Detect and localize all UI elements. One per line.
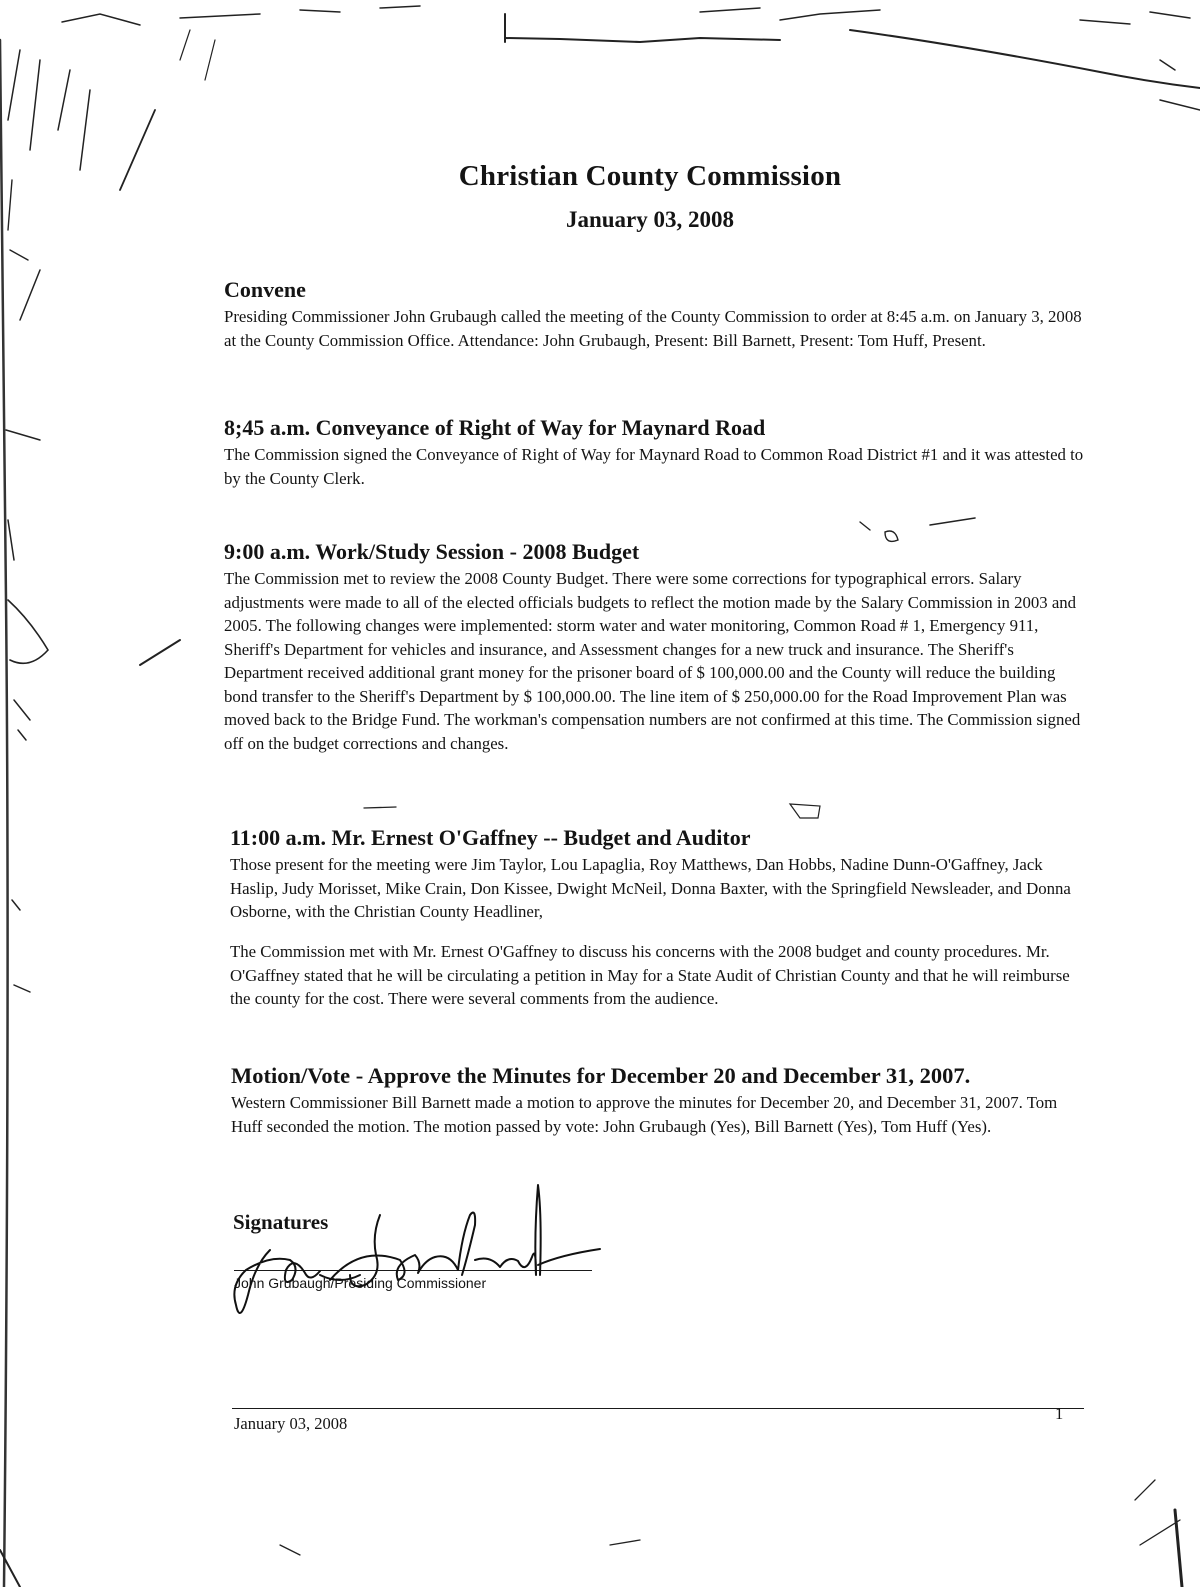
section-conveyance-right-of-way — [224, 415, 1084, 490]
section-paragraph: Those present for the meeting were Jim Taylor, Lou Lapaglia, Roy Matthews, Dan Hobbs, Nadine Dunn-O'Gaffney, Jack Haslip, Judy Morisset, Mike Crain, Don Kissee, Dwight McNeil, Donna Baxter, with the Springfield Newsleader, and Donna Osborne, with the Christian County Headliner, — [230, 855, 1071, 921]
handwritten-signature — [200, 1175, 620, 1345]
section-heading: Motion/Vote - Approve the Minutes for December 20 and December 31, 2007. — [231, 1063, 971, 1088]
document-date: January 03, 2008 — [565, 207, 735, 232]
footer-rule — [232, 1408, 1084, 1409]
section-convene — [224, 277, 1084, 352]
section-paragraph: The Commission signed the Conveyance of Right of Way for Maynard Road to Common Road District #1 and it was attested to by the County Clerk. — [224, 445, 1084, 488]
footer-date: January 03, 2008 — [234, 1414, 348, 1433]
signatures-heading: Signatures — [233, 1210, 329, 1234]
section-budget-and-auditor-continued — [230, 940, 1090, 1011]
section-paragraph: The Commission met to review the 2008 County Budget. There were some corrections for typographical errors. Salary adjustments were made to all of the elected officials budgets to reflect the motion made by the Salary Commission in 2003 and 2005. The following changes were implemented: storm water and water monitoring, Common Road # 1, Emergency 911, Sheriff's Department for vehicles and insurance, and Assessment changes for a new truck and insurance. The Sheriff's Department received additional grant money for the prisoner board of $ 100,000.00 and the County will reduce the building bond transfer to the Sheriff's Department by $ 100,000.00. The line item of $ 250,000.00 for the Road Improvement Plan was moved back to the Bridge Fund. The workman's compensation numbers are not confirmed at this time. The Commission signed off on the budget corrections and changes. — [224, 569, 1081, 753]
section-budget-and-auditor — [230, 825, 1090, 924]
section-heading: 11:00 a.m. Mr. Ernest O'Gaffney -- Budget and Auditor — [230, 825, 751, 850]
section-heading: Convene — [224, 277, 306, 302]
signer-name: John Grubaugh/Presiding Commissioner — [234, 1275, 487, 1291]
document-title: Christian County Commission — [458, 160, 842, 192]
section-budget-session — [224, 539, 1084, 755]
page-number: 1 — [1055, 1404, 1064, 1423]
section-paragraph: The Commission met with Mr. Ernest O'Gaffney to discuss his concerns with the 2008 budget and county procedures. Mr. O'Gaffney stated that he will be circulating a petition in May for a State Audit of Christian County and that he will reimburse the county for the cost. There were several comments from the audience. — [230, 942, 1070, 1008]
section-paragraph: Presiding Commissioner John Grubaugh called the meeting of the County Commission to order at 8:45 a.m. on January 3, 2008 at the County Commission Office. Attendance: John Grubaugh, Present: Bill Barnett, Present: Tom Huff, Present. — [224, 307, 1082, 350]
section-heading: 9:00 a.m. Work/Study Session - 2008 Budget — [224, 539, 640, 564]
section-paragraph: Western Commissioner Bill Barnett made a motion to approve the minutes for December 20, and December 31, 2007. Tom Huff seconded the motion. The motion passed by vote: John Grubaugh (Yes), Bill Barnett (Yes), Tom Huff (Yes). — [231, 1093, 1058, 1136]
section-heading: 8;45 a.m. Conveyance of Right of Way for Maynard Road — [224, 415, 766, 440]
section-motion-vote — [231, 1063, 1091, 1138]
